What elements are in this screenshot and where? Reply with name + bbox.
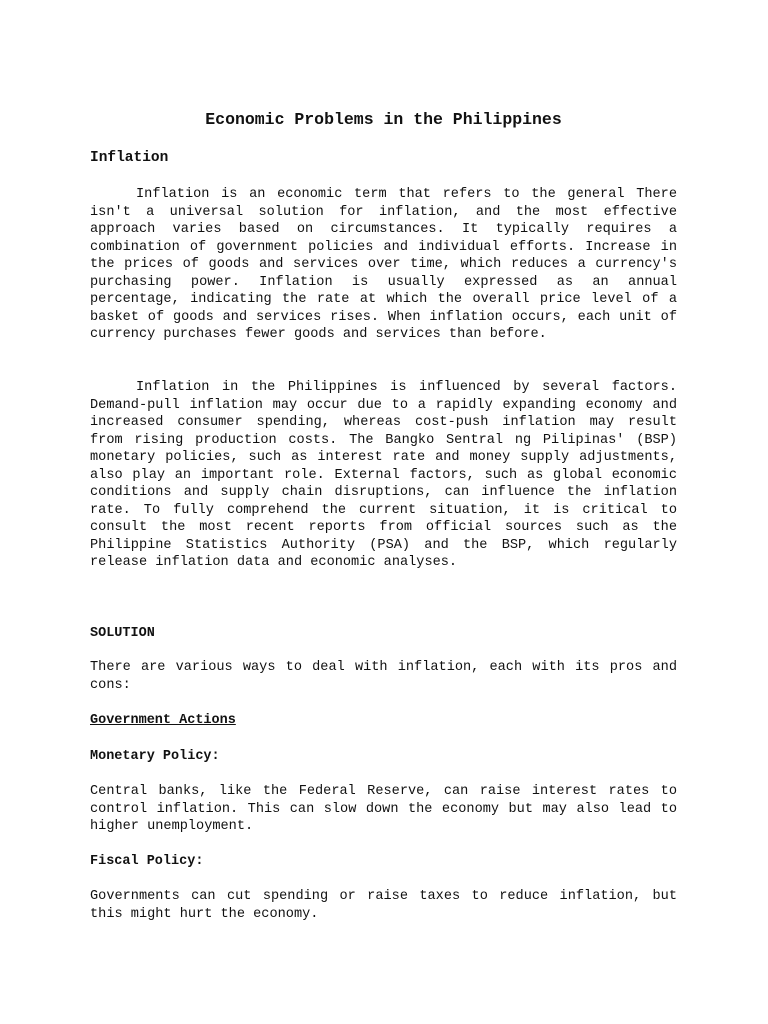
paragraph-fiscal-policy: Governments can cut spending or raise taxes to reduce inflation, but this might hurt the economy. [90, 889, 677, 922]
paragraph-monetary-policy: Central banks, like the Federal Reserve, can raise interest rates to control inflation. This can slow down the economy but may also lead to higher unemployment. [90, 784, 677, 834]
heading-solution: SOLUTION [90, 626, 155, 641]
heading-government-actions: Government Actions [90, 713, 236, 728]
document-title: Economic Problems in the Philippines [205, 110, 562, 129]
heading-inflation: Inflation [90, 150, 169, 166]
heading-monetary-policy: Monetary Policy: [90, 749, 220, 764]
paragraph-inflation-definition: Inflation is an economic term that refers to the general There isn't a universal solution for inflation, and the most effective approach varies based on circumstances. It typically requires a combination of government policies and individual efforts. Increase in the prices of goods and services over time, which reduces a currency's purchasing power. Inflation is usually expressed as an annual percentage, indicating the rate at which the overall price level of a basket of goods and services rises. When inflation occurs, each unit of currency purchases fewer goods and services than before. [90, 187, 677, 342]
paragraph-inflation-philippines: Inflation in the Philippines is influenced by several factors. Demand-pull inflation may occur due to a rapidly expanding economy and increased consumer spending, whereas cost-push inflation may result from rising production costs. The Bangko Sentral ng Pilipinas' (BSP) monetary policies, such as interest rate and money supply adjustments, also play an important role. External factors, such as global economic conditions and supply chain disruptions, can influence the inflation rate. To fully comprehend the current situation, it is critical to consult the most recent reports from official sources such as the Philippine Statistics Authority (PSA) and the BSP, which regularly release inflation data and economic analyses. [90, 380, 677, 570]
paragraph-solution-intro: There are various ways to deal with inflation, each with its pros and cons: [90, 660, 677, 693]
heading-fiscal-policy: Fiscal Policy: [90, 854, 204, 869]
